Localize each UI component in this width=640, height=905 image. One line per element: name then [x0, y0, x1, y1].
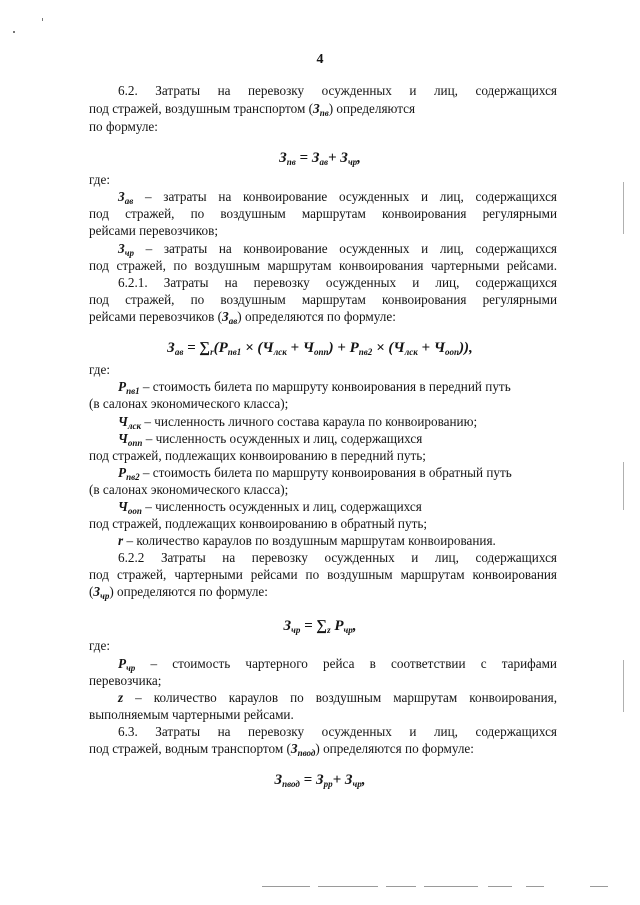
footer-rule: [424, 886, 478, 887]
def-zav-line-1: $З_{ав}$ – затраты на конвоирование осужденных и лиц, содержащихся: [118, 189, 557, 206]
where-label-1: где:: [89, 172, 110, 187]
def-zchr-line-1: $З_{чр}$ – затраты на конвоирование осужденных и лиц, содержащихся: [118, 241, 557, 258]
def-choon-line-1: $Ч_{оon}$ – численность осужденных и лиц, содержащихся: [118, 499, 422, 516]
formula-4: $З_{пвод} = З_{рр}+ З_{чр}$,: [274, 772, 366, 789]
def-p1-line-1: $P_{пв1}$ – стоимость билета по маршруту конвоирования в передний путь: [118, 379, 511, 396]
where-label-2: где:: [89, 362, 110, 377]
section-6-2-1-line-1: 6.2.1. Затраты на перевозку осужденных и лиц, содержащихся: [118, 275, 557, 290]
scan-edge-mark: [623, 462, 624, 510]
def-choon-line-2: под стражей, подлежащих конвоированию в обратный путь;: [89, 516, 428, 531]
section-6-2-1-line-3: рейсами перевозчиков $(З_{ав})$ определяются по формуле:: [89, 309, 396, 326]
def-chopp-line-1: $Ч_{опп}$ – численность осужденных и лиц, содержащихся: [118, 431, 423, 448]
footer-rule: [526, 886, 544, 887]
def-z-line-2: выполняемым чартерными рейсами.: [89, 707, 294, 722]
footer-rule: [262, 886, 310, 887]
footer-rule: [386, 886, 416, 887]
section-6-2-line-2: под стражей, воздушным транспортом $(З_{пв})$ определяются: [89, 101, 416, 118]
scan-speck: [42, 18, 43, 21]
section-6-3-line-1: 6.3. Затраты на перевозку осужденных и лиц, содержащихся: [118, 724, 557, 739]
footer-rule: [488, 886, 512, 887]
formula-2: $З_{ав} = \sum_r(P_{пв1} \times (Ч_{лск} + Ч_{опп}) + P_{пв2} \times (Ч_{лск} + Ч_{оon}))$,: [167, 340, 473, 357]
def-r-line: r – количество караулов по воздушным маршрутам конвоирования.: [118, 533, 496, 548]
footer-rule: [590, 886, 608, 887]
section-6-3-line-2: под стражей, водным транспортом $(З_{пвод})$ определяются по формуле:: [89, 741, 474, 758]
def-zchr-line-2: под стражей, по воздушным маршрутам конвоирования чартерными рейсами.: [89, 258, 557, 273]
footer-rule: [318, 886, 378, 887]
def-p2-line-2: (в салонах экономического класса);: [89, 482, 289, 497]
page-number: 4: [316, 52, 324, 67]
def-pchr-line-2: перевозчика;: [89, 673, 162, 688]
def-chlsk-line-1: $Ч_{лск}$ – численность личного состава караула по конвоированию;: [118, 414, 478, 431]
def-zav-line-2: под стражей, по воздушным маршрутам конвоирования регулярными: [89, 206, 557, 221]
section-6-2-1-line-2: под стражей, по воздушным маршрутам конвоирования регулярными: [89, 292, 557, 307]
def-z-line-1: z – количество караулов по воздушным маршрутам конвоирования,: [118, 690, 557, 705]
section-6-2-line-3: по формуле:: [89, 119, 158, 134]
scan-speck: [13, 31, 15, 33]
symbol: З: [312, 101, 320, 116]
section-6-2-2-line-1: 6.2.2 Затраты на перевозку осужденных и лиц, содержащихся: [118, 550, 557, 565]
def-pchr-line-1: $P_{чр}$ – стоимость чартерного рейса в соответствии с тарифами: [118, 656, 557, 673]
formula-1: $З_{пв} = З_{ав}+ З_{чр}$,: [279, 150, 361, 167]
section-6-2-2-line-2: под стражей, чартерными рейсами по воздушным маршрутам конвоирования: [89, 567, 557, 582]
def-chopp-line-2: под стражей, подлежащих конвоированию в передний путь;: [89, 448, 426, 463]
def-zav-line-3: рейсами перевозчиков;: [89, 223, 219, 238]
section-6-2-2-line-3: $(З_{чр})$ определяются по формуле:: [89, 584, 268, 601]
def-p1-line-2: (в салонах экономического класса);: [89, 396, 289, 411]
where-label-3: где:: [89, 638, 110, 653]
def-p2-line-1: $P_{пв2}$ – стоимость билета по маршруту конвоирования в обратный путь: [118, 465, 512, 482]
scan-edge-mark: [623, 182, 624, 234]
section-6-2-line-1: 6.2. Затраты на перевозку осужденных и лиц, содержащихся: [118, 83, 557, 98]
scan-edge-mark: [623, 660, 624, 712]
formula-3: $З_{чр} = \sum_z$ $P_{чр}$,: [283, 618, 357, 635]
